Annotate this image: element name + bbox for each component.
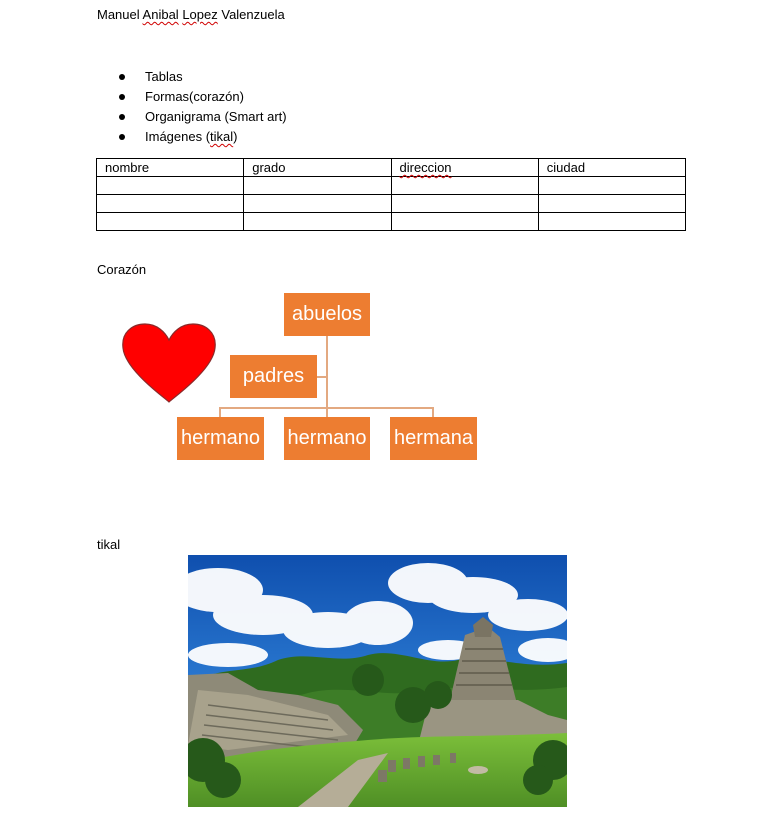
org-box-child[interactable]: hermano xyxy=(284,417,370,460)
table-cell[interactable] xyxy=(244,195,391,213)
table-header-cell[interactable]: ciudad xyxy=(538,159,685,177)
author-first: Manuel xyxy=(97,7,140,22)
table-header-cell[interactable]: grado xyxy=(244,159,391,177)
heart-shape xyxy=(123,324,215,402)
list-item-label: Formas(corazón) xyxy=(145,89,244,104)
org-box-top[interactable]: abuelos xyxy=(284,293,370,336)
table-cell[interactable] xyxy=(391,177,538,195)
author-line xyxy=(97,7,285,22)
data-table xyxy=(96,158,686,231)
table-cell[interactable] xyxy=(391,213,538,231)
list-item-text xyxy=(145,107,287,127)
table-cell[interactable] xyxy=(538,213,685,231)
list-item-text xyxy=(145,67,183,87)
list-item-label: Imágenes ( xyxy=(145,129,211,144)
list-item-misspelled: tikal xyxy=(210,129,234,144)
author-last: Lopez xyxy=(182,7,218,22)
bullet-dot-icon xyxy=(119,74,125,80)
list-item-label: Organigrama (Smart art) xyxy=(145,109,287,124)
table-header-label: direccion xyxy=(399,160,452,175)
org-connector xyxy=(432,407,434,417)
table-cell[interactable] xyxy=(97,177,244,195)
table-cell[interactable] xyxy=(244,213,391,231)
org-box-assistant[interactable]: padres xyxy=(230,355,317,398)
author-middle: Anibal xyxy=(142,7,179,22)
org-box-child[interactable]: hermana xyxy=(390,417,477,460)
table-header-row xyxy=(97,159,686,177)
image-heading: tikal xyxy=(97,537,121,552)
tikal-photo-illustration xyxy=(188,555,567,807)
bullet-dot-icon xyxy=(119,134,125,140)
table-cell[interactable] xyxy=(538,195,685,213)
table-cell[interactable] xyxy=(538,177,685,195)
table-cell[interactable] xyxy=(391,195,538,213)
table-row xyxy=(97,213,686,231)
org-connector xyxy=(317,376,327,378)
org-connector xyxy=(326,336,328,408)
heart-heading: Corazón xyxy=(97,262,147,277)
list-item-suffix: ) xyxy=(233,129,238,144)
table-cell[interactable] xyxy=(97,195,244,213)
org-connector xyxy=(326,407,328,417)
list-item-label: Tablas xyxy=(145,69,183,84)
list-item-text xyxy=(145,87,244,107)
table-cell[interactable] xyxy=(97,213,244,231)
table-header-cell[interactable] xyxy=(391,159,538,177)
table-row xyxy=(97,195,686,213)
org-connector xyxy=(219,407,221,417)
bullet-dot-icon xyxy=(119,114,125,120)
bullet-dot-icon xyxy=(119,94,125,100)
table-header-cell[interactable]: nombre xyxy=(97,159,244,177)
org-box-child[interactable]: hermano xyxy=(177,417,264,460)
tikal-photo[interactable] xyxy=(188,555,567,807)
author-second-last: Valenzuela xyxy=(221,7,285,22)
list-item-text xyxy=(145,127,238,147)
table-cell[interactable] xyxy=(244,177,391,195)
heart-icon[interactable] xyxy=(121,322,217,404)
table-row xyxy=(97,177,686,195)
